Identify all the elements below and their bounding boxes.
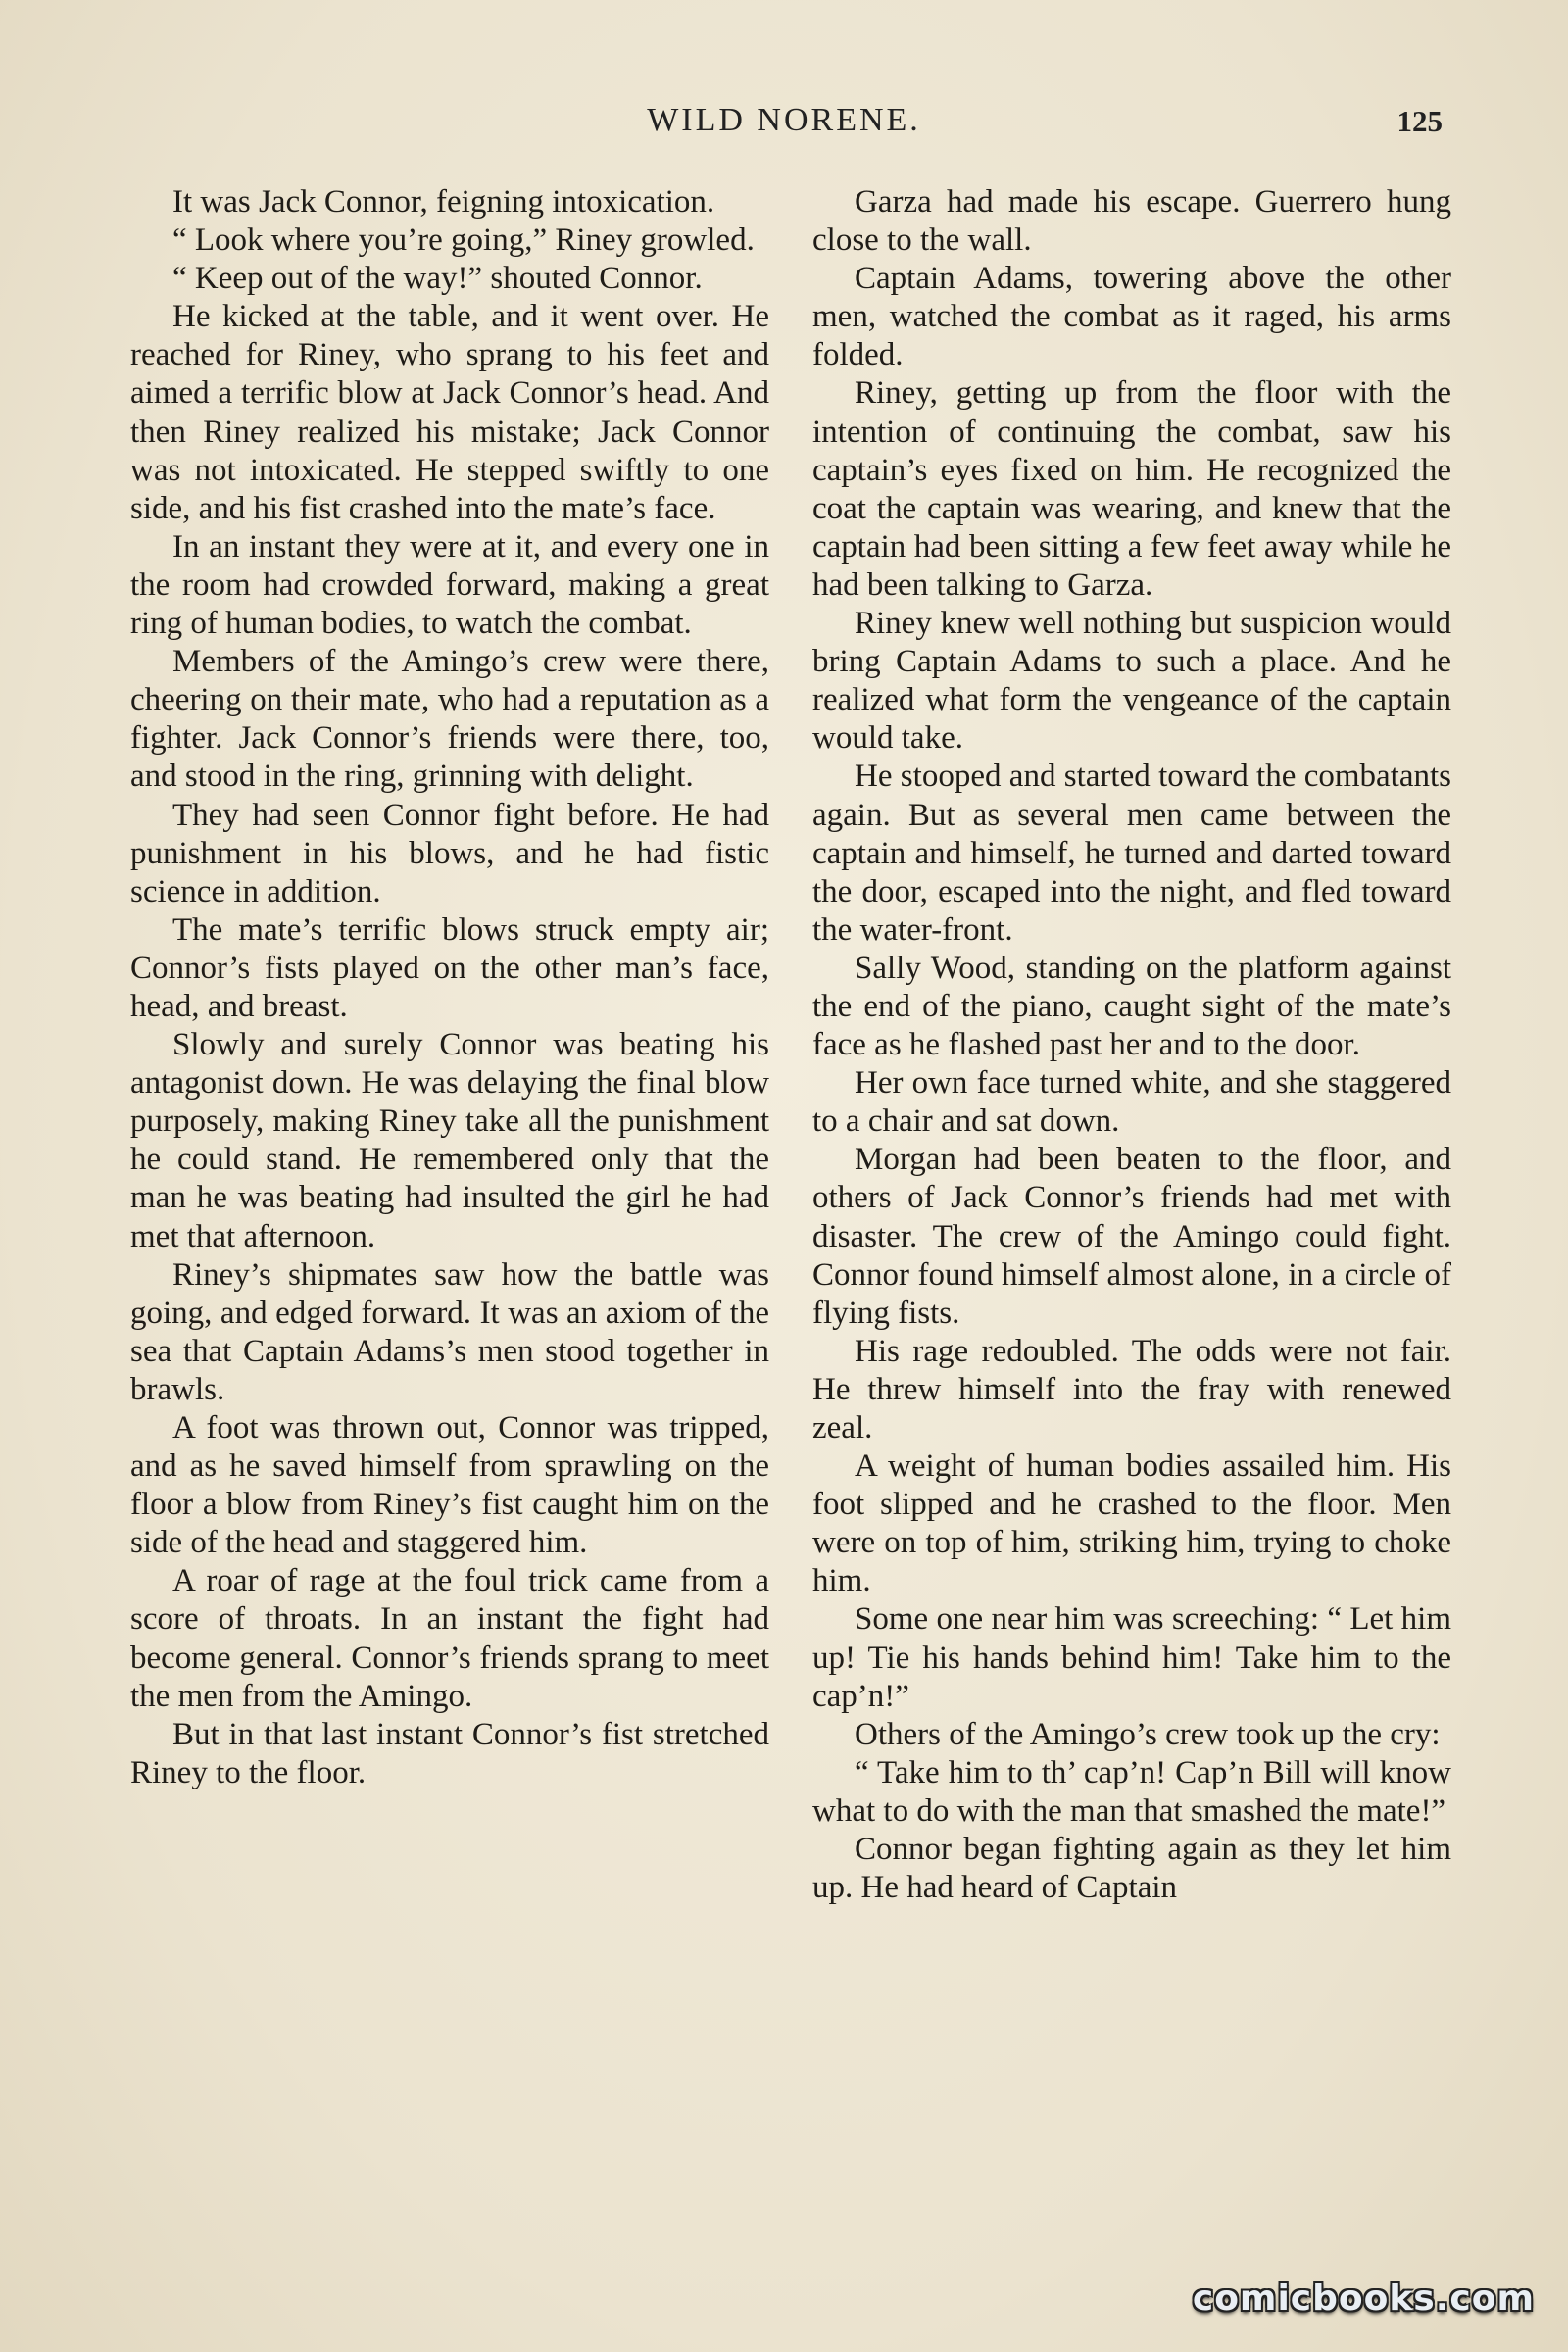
paragraph: In an instant they were at it, and every one in the room had crowded forward, making a great ring of human bodies, to watch the combat.: [130, 528, 769, 642]
paragraph: Riney knew well nothing but suspicion would bring Captain Adams to such a place. And he realized what form the vengeance of the captain would take.: [812, 606, 1451, 757]
paragraph: “ Take him to th’ cap’n! Cap’n Bill will know what to do with the man that smashed the mate!”: [812, 1754, 1451, 1829]
paragraph: Slowly and surely Connor was beating his antagonist down. He was delaying the final blow purposely, making Riney take all the punishment he could stand. He remembered only that the man he was beating had insulted the girl he had met that afternoon.: [130, 1027, 769, 1254]
paragraph: A weight of human bodies assailed him. His foot slipped and he crashed to the floor. Men were on top of him, striking him, trying to choke him.: [812, 1448, 1451, 1599]
watermark-logo: comicbooks.com: [1192, 2278, 1535, 2319]
paragraph: The mate’s terrific blows struck empty air; Connor’s fists played on the other man’s face, head, and breast.: [130, 911, 769, 1024]
paragraph: Morgan had been beaten to the floor, and others of Jack Connor’s friends had met with disaster. The crew of the Amingo could fight. Connor found himself almost alone, in a circle of flying fists.: [812, 1142, 1451, 1331]
text-column-right: [812, 183, 1451, 1907]
paragraph: They had seen Connor fight before. He had punishment in his blows, and he had fistic science in addition.: [130, 797, 769, 909]
paragraph: Members of the Amingo’s crew were there, cheering on their mate, who had a reputation as a fighter. Jack Connor’s friends were there, too, and stood in the ring, grinning with delight.: [130, 644, 769, 795]
paragraph: Others of the Amingo’s crew took up the cry:: [855, 1716, 1441, 1752]
running-title: WILD NORENE.: [647, 102, 921, 138]
paragraph: A foot was thrown out, Connor was tripped, and as he saved himself from sprawling on the floor a blow from Riney’s fist caught him on the side of the head and staggered him.: [130, 1410, 769, 1561]
paragraph: Some one near him was screeching: “ Let him up! Tie his hands behind him! Take him to the cap’n!”: [812, 1601, 1451, 1714]
paragraph: A roar of rage at the foul trick came from a score of throats. In an instant the fight had become general. Connor’s friends sprang to meet the men from the Amingo.: [130, 1563, 769, 1714]
paragraph: But in that last instant Connor’s fist stretched Riney to the floor.: [130, 1716, 769, 1790]
paragraph: Sally Wood, standing on the platform against the end of the piano, caught sight of the mate’s face as he flashed past her and to the door.: [812, 950, 1451, 1063]
paragraph: It was Jack Connor, feigning intoxication.: [172, 184, 715, 220]
paragraph: He stooped and started toward the combatants again. But as several men came between the captain and himself, he turned and darted toward the door, escaped into the night, and fled toward the water-front.: [812, 759, 1451, 948]
paragraph: “ Look where you’re going,” Riney growled.: [172, 222, 755, 259]
paragraph: Connor began fighting again as they let him up. He had heard of Captain: [812, 1832, 1451, 1906]
paragraph: Riney’s shipmates saw how the battle was going, and edged forward. It was an axiom of the sea that Captain Adams’s men stood together in brawls.: [130, 1256, 769, 1407]
paragraph: He kicked at the table, and it went over. He reached for Riney, who sprang to his feet and aimed a terrific blow at Jack Connor’s head. And then Riney realized his mistake; Jack Connor was not intoxicated. He stepped swiftly to one side, and his fist crashed into the mate’s face.: [130, 299, 769, 526]
paragraph: Riney, getting up from the floor with the intention of continuing the combat, saw his captain’s eyes fixed on him. He recognized the coat the captain was wearing, and knew that the captain had been sitting a few feet away while he had been talking to Garza.: [812, 375, 1451, 603]
paragraph: “ Keep out of the way!” shouted Connor.: [172, 261, 703, 297]
page-number: 125: [1396, 104, 1443, 138]
paragraph: His rage redoubled. The odds were not fair. He threw himself into the fray with renewed zeal.: [812, 1333, 1451, 1446]
paragraph: Garza had made his escape. Guerrero hung close to the wall.: [812, 184, 1451, 259]
text-column-left: [130, 183, 769, 1792]
paragraph: Captain Adams, towering above the other men, watched the combat as it raged, his arms folded.: [812, 261, 1451, 373]
paragraph: Her own face turned white, and she staggered to a chair and sat down.: [812, 1065, 1451, 1140]
